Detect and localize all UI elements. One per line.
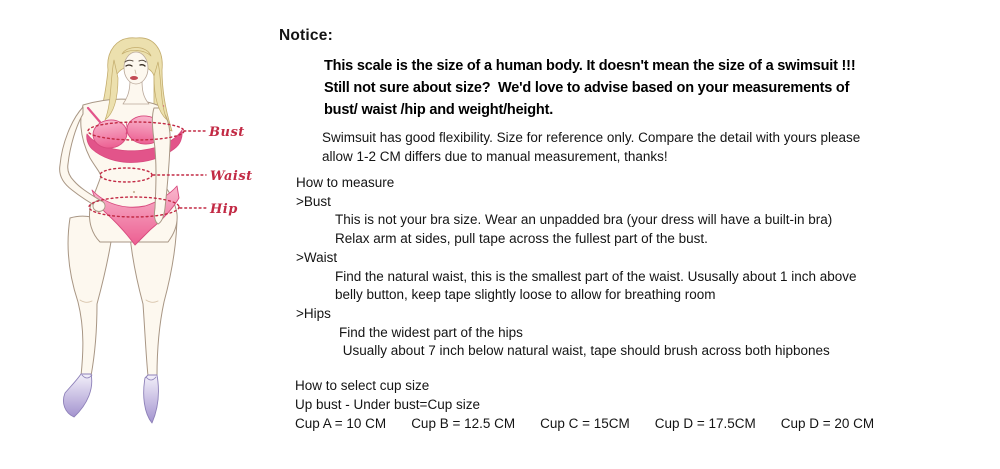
waist-section-label: >Waist — [296, 249, 338, 265]
size-warning-paragraph — [324, 55, 855, 121]
hip-label: Hip — [210, 202, 238, 217]
bust-instruction-2: Relax arm at sides, pull tape across the fullest part of the bust. — [335, 231, 708, 247]
cup-size-value: Cup C = 15CM — [540, 415, 630, 431]
warning-line-2: Still not sure about size? We'd love to advise based on your measurements of — [324, 80, 850, 96]
cup-size-value: Cup B = 12.5 CM — [411, 415, 516, 431]
figure-sketch — [60, 38, 183, 423]
cup-size-value: Cup D = 20 CM — [780, 415, 875, 431]
waist-instruction-1: Find the natural waist, this is the smallest part of the waist. Ususally about 1 inch above — [335, 268, 857, 284]
flexibility-line-2: allow 1-2 CM differs due to manual measurement, thanks! — [322, 148, 668, 164]
bust-instruction-1: This is not your bra size. Wear an unpadded bra (your dress will have a built-in bra) — [335, 212, 833, 228]
flexibility-line-1: Swimsuit has good flexibility. Size for reference only. Compare the detail with yours please — [322, 130, 861, 145]
lips — [130, 76, 138, 80]
left-hand — [93, 201, 105, 212]
figure-illustration — [50, 18, 280, 467]
hips-instruction-2: Usually about 7 inch below natural waist, tape should brush across both hipbones — [339, 343, 830, 359]
waist-instruction-2: belly button, keep tape slightly loose to allow for breathing room — [335, 287, 716, 303]
hips-instruction-1: Find the widest part of the hips — [339, 324, 523, 340]
cup-size-value: Cup D = 17.5CM — [654, 415, 756, 431]
body-sketch-svg — [50, 18, 280, 467]
cup-size-section — [295, 377, 874, 433]
warning-line-3: bust/ waist /hip and weight/height. — [324, 102, 554, 118]
how-to-measure-title: How to measure — [296, 175, 395, 190]
right-shoe — [144, 375, 159, 423]
cup-size-title: How to select cup size — [295, 378, 430, 393]
bust-label: Bust — [209, 125, 245, 140]
notice-heading: Notice: — [279, 27, 333, 44]
cup-size-values-row — [295, 415, 874, 434]
bust-section-label: >Bust — [296, 193, 331, 209]
waist-label: Waist — [210, 169, 253, 184]
warning-line-1: This scale is the size of a human body. It doesn't mean the size of a swimsuit !!! — [324, 58, 856, 74]
cup-size-value: Cup A = 10 CM — [295, 415, 387, 431]
flexibility-note — [322, 129, 860, 166]
cup-size-formula: Up bust - Under bust=Cup size — [295, 396, 480, 412]
left-shoe — [63, 374, 91, 417]
how-to-measure-section — [296, 174, 857, 361]
hips-section-label: >Hips — [296, 305, 331, 321]
